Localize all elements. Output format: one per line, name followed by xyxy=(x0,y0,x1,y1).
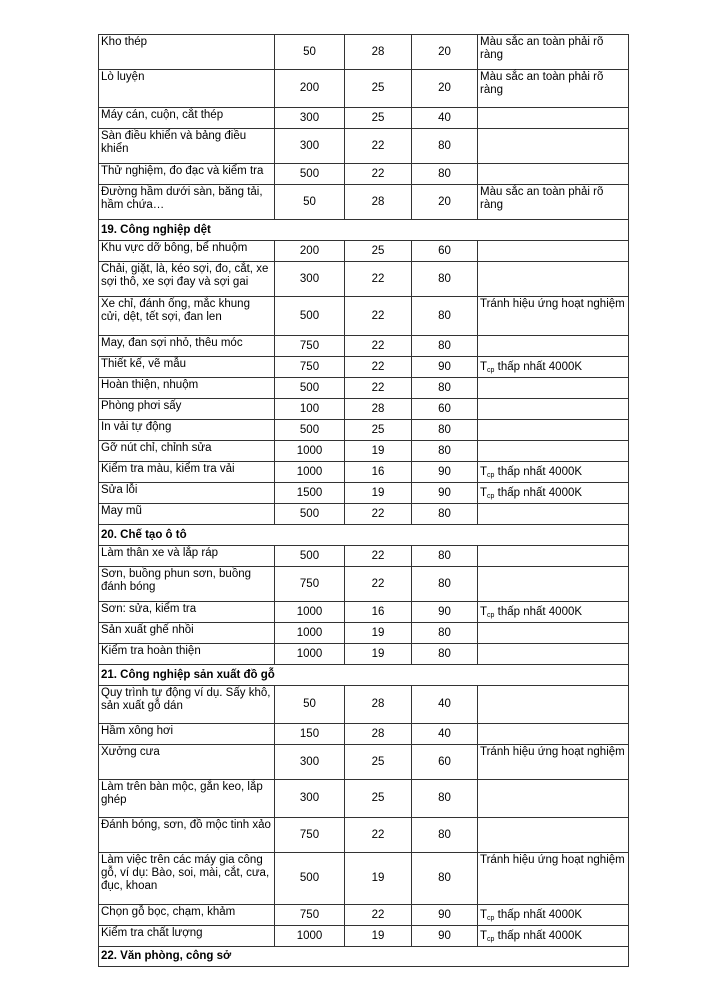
ra-cell: 40 xyxy=(412,108,478,129)
note-subscript: cp xyxy=(487,935,495,943)
section-row xyxy=(99,665,629,686)
illuminance-cell: 200 xyxy=(275,241,345,262)
note-cell xyxy=(478,420,629,441)
ra-cell: 90 xyxy=(412,926,478,947)
illuminance-cell: 200 xyxy=(275,70,345,108)
note-cell xyxy=(478,780,629,818)
ugr-cell: 22 xyxy=(345,546,412,567)
ugr-cell: 25 xyxy=(345,70,412,108)
area-name-cell: In vải tự động xyxy=(99,420,275,441)
note-cell xyxy=(478,818,629,853)
note-cell xyxy=(478,724,629,745)
ra-cell: 80 xyxy=(412,818,478,853)
ugr-cell: 19 xyxy=(345,926,412,947)
illuminance-cell: 1000 xyxy=(275,602,345,623)
note-text: thấp nhất 4000K xyxy=(494,465,583,478)
note-cell: Màu sắc an toàn phải rõ ràng xyxy=(478,185,629,220)
area-name-cell: Hoàn thiện, nhuộm xyxy=(99,378,275,399)
note-cell xyxy=(478,546,629,567)
illuminance-cell: 500 xyxy=(275,297,345,336)
note-subscript: cp xyxy=(487,611,495,619)
area-name-cell: Kho thép xyxy=(99,35,275,70)
ra-cell: 90 xyxy=(412,483,478,504)
table-row xyxy=(99,644,629,665)
ra-cell: 90 xyxy=(412,462,478,483)
note-cell xyxy=(478,686,629,724)
note-cell xyxy=(478,623,629,644)
note-subscript: cp xyxy=(487,366,495,374)
note-cell: Tránh hiệu ứng hoạt nghiệm xyxy=(478,745,629,780)
note-symbol: T xyxy=(480,929,488,942)
ugr-cell: 22 xyxy=(345,129,412,164)
illuminance-cell: 750 xyxy=(275,357,345,378)
ugr-cell: 25 xyxy=(345,780,412,818)
illuminance-cell: 300 xyxy=(275,780,345,818)
ra-cell: 80 xyxy=(412,567,478,602)
note-cell xyxy=(478,644,629,665)
ugr-cell: 25 xyxy=(345,241,412,262)
table-row xyxy=(99,504,629,525)
note-cell xyxy=(478,483,629,504)
ra-cell: 80 xyxy=(412,441,478,462)
illuminance-cell: 750 xyxy=(275,567,345,602)
ugr-cell: 22 xyxy=(345,378,412,399)
illuminance-cell: 750 xyxy=(275,818,345,853)
note-cell xyxy=(478,462,629,483)
ugr-cell: 25 xyxy=(345,420,412,441)
table-row xyxy=(99,724,629,745)
section-heading: 22. Văn phòng, công sở xyxy=(99,947,629,967)
table-row xyxy=(99,70,629,108)
ugr-cell: 19 xyxy=(345,483,412,504)
section-row xyxy=(99,947,629,967)
note-cell xyxy=(478,399,629,420)
area-name-cell: Làm trên bàn mộc, gắn keo, lắp ghép xyxy=(99,780,275,818)
illuminance-cell: 1000 xyxy=(275,462,345,483)
area-name-cell: May, đan sợi nhỏ, thêu móc xyxy=(99,336,275,357)
note-cell xyxy=(478,357,629,378)
area-name-cell: Chải, giặt, là, kéo sợi, đo, cắt, xe sợi thô, xe sợi đay và sợi gai xyxy=(99,262,275,297)
ra-cell: 90 xyxy=(412,357,478,378)
table-row xyxy=(99,745,629,780)
area-name-cell: Sơn: sửa, kiểm tra xyxy=(99,602,275,623)
area-name-cell: Kiểm tra hoàn thiện xyxy=(99,644,275,665)
note-symbol: T xyxy=(480,605,488,618)
section-row xyxy=(99,220,629,241)
ra-cell: 80 xyxy=(412,644,478,665)
ugr-cell: 28 xyxy=(345,399,412,420)
area-name-cell: Sàn điều khiển và bảng điều khiển xyxy=(99,129,275,164)
table-row xyxy=(99,441,629,462)
ra-cell: 80 xyxy=(412,780,478,818)
note-symbol: T xyxy=(480,486,488,499)
ra-cell: 80 xyxy=(412,297,478,336)
table-row xyxy=(99,602,629,623)
note-cell xyxy=(478,108,629,129)
area-name-cell: Đường hầm dưới sàn, băng tải, hầm chứa… xyxy=(99,185,275,220)
table-row xyxy=(99,462,629,483)
area-name-cell: May mũ xyxy=(99,504,275,525)
table-row xyxy=(99,378,629,399)
note-cell xyxy=(478,378,629,399)
table-row xyxy=(99,926,629,947)
ra-cell: 80 xyxy=(412,262,478,297)
area-name-cell: Gỡ nút chỉ, chỉnh sửa xyxy=(99,441,275,462)
note-cell xyxy=(478,262,629,297)
note-cell: Tránh hiệu ứng hoạt nghiệm xyxy=(478,297,629,336)
area-name-cell: Lò luyện xyxy=(99,70,275,108)
table-row xyxy=(99,686,629,724)
illuminance-cell: 300 xyxy=(275,262,345,297)
ugr-cell: 19 xyxy=(345,441,412,462)
ugr-cell: 16 xyxy=(345,602,412,623)
table-row xyxy=(99,546,629,567)
area-name-cell: Kiểm tra màu, kiểm tra vải xyxy=(99,462,275,483)
table-row xyxy=(99,297,629,336)
ugr-cell: 22 xyxy=(345,504,412,525)
table-row xyxy=(99,567,629,602)
ra-cell: 80 xyxy=(412,546,478,567)
ugr-cell: 28 xyxy=(345,724,412,745)
ra-cell: 80 xyxy=(412,378,478,399)
area-name-cell: Sản xuất ghế nhồi xyxy=(99,623,275,644)
illuminance-cell: 150 xyxy=(275,724,345,745)
note-subscript: cp xyxy=(487,492,495,500)
area-name-cell: Kiểm tra chất lượng xyxy=(99,926,275,947)
illuminance-cell: 1500 xyxy=(275,483,345,504)
illuminance-cell: 1000 xyxy=(275,623,345,644)
ra-cell: 80 xyxy=(412,164,478,185)
ugr-cell: 16 xyxy=(345,462,412,483)
ra-cell: 20 xyxy=(412,35,478,70)
ugr-cell: 28 xyxy=(345,185,412,220)
illuminance-cell: 500 xyxy=(275,546,345,567)
table-row xyxy=(99,108,629,129)
table-row xyxy=(99,623,629,644)
ra-cell: 80 xyxy=(412,129,478,164)
ugr-cell: 25 xyxy=(345,108,412,129)
ugr-cell: 22 xyxy=(345,164,412,185)
table-row xyxy=(99,35,629,70)
illuminance-cell: 50 xyxy=(275,185,345,220)
table-row xyxy=(99,905,629,926)
illuminance-cell: 300 xyxy=(275,745,345,780)
note-cell xyxy=(478,241,629,262)
illuminance-cell: 500 xyxy=(275,164,345,185)
illuminance-cell: 500 xyxy=(275,420,345,441)
ra-cell: 80 xyxy=(412,853,478,905)
note-cell xyxy=(478,602,629,623)
area-name-cell: Xưởng cưa xyxy=(99,745,275,780)
ra-cell: 90 xyxy=(412,905,478,926)
ugr-cell: 19 xyxy=(345,853,412,905)
illuminance-cell: 1000 xyxy=(275,926,345,947)
area-name-cell: Khu vực dỡ bông, bể nhuộm xyxy=(99,241,275,262)
note-cell xyxy=(478,905,629,926)
note-symbol: T xyxy=(480,360,488,373)
table-row xyxy=(99,780,629,818)
note-subscript: cp xyxy=(487,914,495,922)
note-text: thấp nhất 4000K xyxy=(494,605,583,618)
ugr-cell: 22 xyxy=(345,262,412,297)
illuminance-cell: 300 xyxy=(275,108,345,129)
illuminance-cell: 50 xyxy=(275,686,345,724)
table-row xyxy=(99,164,629,185)
area-name-cell: Sửa lỗi xyxy=(99,483,275,504)
ugr-cell: 28 xyxy=(345,686,412,724)
table-row xyxy=(99,185,629,220)
illuminance-cell: 100 xyxy=(275,399,345,420)
note-symbol: T xyxy=(480,908,488,921)
area-name-cell: Hầm xông hơi xyxy=(99,724,275,745)
illuminance-cell: 500 xyxy=(275,504,345,525)
note-cell xyxy=(478,441,629,462)
note-cell: Màu sắc an toàn phải rõ ràng xyxy=(478,70,629,108)
illuminance-cell: 1000 xyxy=(275,644,345,665)
ra-cell: 60 xyxy=(412,241,478,262)
table-row xyxy=(99,129,629,164)
table-row xyxy=(99,818,629,853)
note-symbol: T xyxy=(480,465,488,478)
ra-cell: 80 xyxy=(412,420,478,441)
ugr-cell: 22 xyxy=(345,818,412,853)
ugr-cell: 19 xyxy=(345,623,412,644)
ugr-cell: 22 xyxy=(345,297,412,336)
area-name-cell: Phòng phơi sấy xyxy=(99,399,275,420)
ugr-cell: 22 xyxy=(345,336,412,357)
table-row xyxy=(99,357,629,378)
area-name-cell: Làm việc trên các máy gia công gỗ, ví dụ: Bào, soi, mài, cắt, cưa, đục, khoan xyxy=(99,853,275,905)
ra-cell: 80 xyxy=(412,623,478,644)
area-name-cell: Sơn, buồng phun sơn, buồng đánh bóng xyxy=(99,567,275,602)
note-cell xyxy=(478,336,629,357)
table-row xyxy=(99,483,629,504)
note-cell xyxy=(478,129,629,164)
ugr-cell: 22 xyxy=(345,357,412,378)
table-row xyxy=(99,853,629,905)
ra-cell: 80 xyxy=(412,504,478,525)
note-text: thấp nhất 4000K xyxy=(494,929,583,942)
table-row xyxy=(99,420,629,441)
ra-cell: 40 xyxy=(412,724,478,745)
ra-cell: 20 xyxy=(412,185,478,220)
note-cell: Tránh hiệu ứng hoạt nghiệm xyxy=(478,853,629,905)
ra-cell: 40 xyxy=(412,686,478,724)
section-heading: 20. Chế tạo ô tô xyxy=(99,525,629,546)
illuminance-cell: 1000 xyxy=(275,441,345,462)
table-row xyxy=(99,399,629,420)
illuminance-cell: 50 xyxy=(275,35,345,70)
table-row xyxy=(99,262,629,297)
illuminance-cell: 750 xyxy=(275,905,345,926)
note-text: thấp nhất 4000K xyxy=(494,360,583,373)
ra-cell: 60 xyxy=(412,745,478,780)
ugr-cell: 19 xyxy=(345,644,412,665)
ugr-cell: 22 xyxy=(345,567,412,602)
illuminance-cell: 750 xyxy=(275,336,345,357)
area-name-cell: Thiết kế, vẽ mẫu xyxy=(99,357,275,378)
area-name-cell: Quy trình tự động ví dụ. Sấy khô, sản xuất gỗ dán xyxy=(99,686,275,724)
section-heading: 21. Công nghiệp sản xuất đồ gỗ xyxy=(99,665,629,686)
table-row xyxy=(99,336,629,357)
note-cell xyxy=(478,926,629,947)
area-name-cell: Xe chỉ, đánh ống, mắc khung cửi, dệt, tết sợi, đan len xyxy=(99,297,275,336)
note-cell xyxy=(478,164,629,185)
ra-cell: 80 xyxy=(412,336,478,357)
illuminance-cell: 500 xyxy=(275,378,345,399)
table-row xyxy=(99,241,629,262)
illuminance-cell: 300 xyxy=(275,129,345,164)
ugr-cell: 25 xyxy=(345,745,412,780)
illuminance-cell: 500 xyxy=(275,853,345,905)
area-name-cell: Chọn gỗ bọc, chạm, khảm xyxy=(99,905,275,926)
note-cell xyxy=(478,504,629,525)
ugr-cell: 22 xyxy=(345,905,412,926)
section-row xyxy=(99,525,629,546)
ra-cell: 60 xyxy=(412,399,478,420)
ra-cell: 20 xyxy=(412,70,478,108)
note-text: thấp nhất 4000K xyxy=(494,486,583,499)
area-name-cell: Máy cán, cuộn, cắt thép xyxy=(99,108,275,129)
note-subscript: cp xyxy=(487,471,495,479)
area-name-cell: Làm thân xe và lắp ráp xyxy=(99,546,275,567)
section-heading: 19. Công nghiệp dệt xyxy=(99,220,629,241)
area-name-cell: Đánh bóng, sơn, đồ mộc tinh xảo xyxy=(99,818,275,853)
note-cell xyxy=(478,567,629,602)
ugr-cell: 28 xyxy=(345,35,412,70)
ra-cell: 90 xyxy=(412,602,478,623)
lighting-requirements-table xyxy=(98,34,629,967)
area-name-cell: Thử nghiệm, đo đạc và kiểm tra xyxy=(99,164,275,185)
note-text: thấp nhất 4000K xyxy=(494,908,583,921)
note-cell: Màu sắc an toàn phải rõ ràng xyxy=(478,35,629,70)
